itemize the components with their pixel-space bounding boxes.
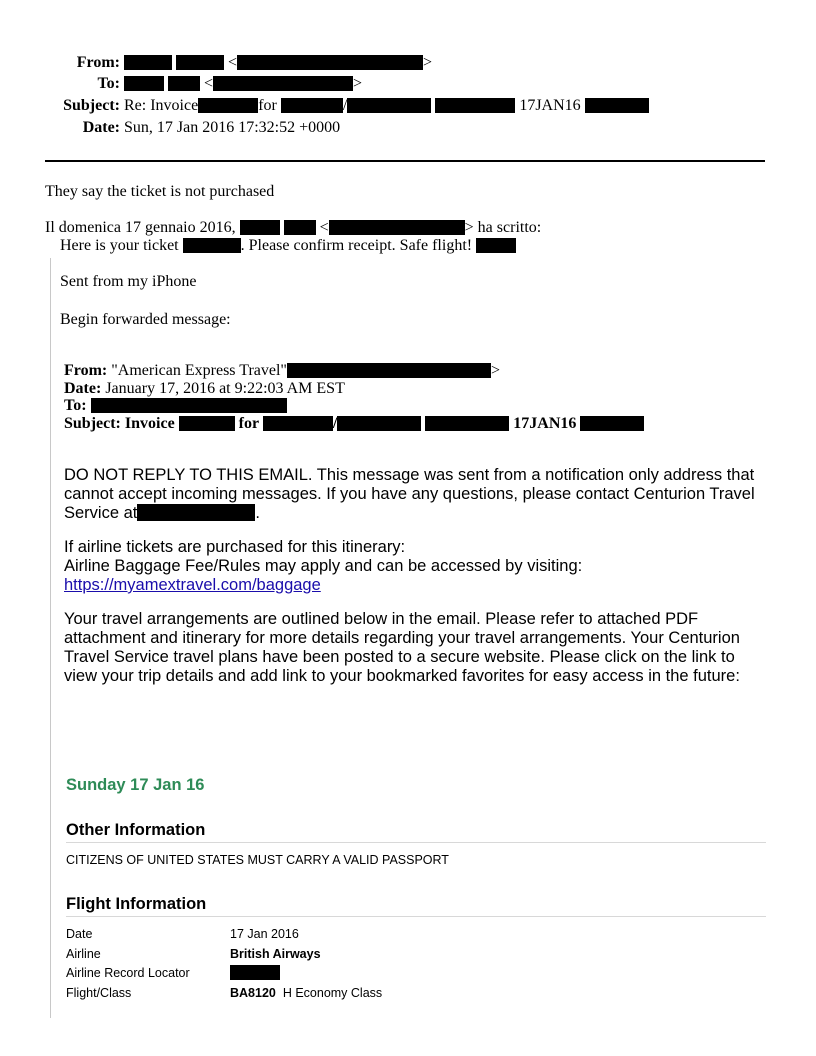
flight-row-date [66,926,766,946]
quoted-line-ticket [60,237,516,255]
fwd-date-row [64,380,345,397]
flight-airline-label: Airline [66,946,101,961]
flight-row-class [66,985,766,1005]
flight-info-divider [66,916,766,917]
header-from-row [0,54,432,72]
redaction-box [198,98,258,113]
redaction-box [240,220,280,235]
baggage-line-1: If airline tickets are purchased for this itinerary: [64,538,406,556]
fwd-subject-row [64,415,644,432]
fwd-subject-date-code: 17JAN16 [513,415,577,432]
flight-locator-value [230,965,280,981]
redaction-box [585,98,649,113]
fwd-date-value: January 17, 2016 at 9:22:03 AM EST [105,380,345,397]
body-paragraph-notice [64,466,764,523]
body-paragraph-baggage [64,538,764,595]
header-to-gt: > [353,75,363,92]
body-notice-text: DO NOT REPLY TO THIS EMAIL. This message was sent from a notification only address that cannot accept incoming messages. If you have any questions, please contact Centurion Travel Service at [64,466,755,522]
quote-bar [50,258,51,1018]
quoted-sent-from: Sent from my iPhone [60,273,197,290]
redaction-box [435,98,515,113]
header-to-row [0,75,362,93]
flight-date-value: 17 Jan 2016 [230,927,299,941]
header-subject-date-code: 17JAN16 [519,97,581,114]
fwd-from-row [64,362,500,379]
header-subject-label: Subject: [63,97,120,114]
redaction-box [281,98,343,113]
other-info-text: CITIZENS OF UNITED STATES MUST CARRY A VALID PASSPORT [66,853,449,867]
redaction-box [425,416,509,431]
header-date-label: Date: [82,119,120,136]
redaction-box [137,504,255,521]
other-info-title: Other Information [66,821,206,839]
quoted-begin-forwarded: Begin forwarded message: [60,311,231,328]
flight-info-title: Flight Information [66,895,207,913]
body-notice-end: . [255,504,260,522]
flight-number: BA8120 [230,985,276,1000]
redaction-box [183,238,241,253]
redaction-box [179,416,235,431]
flight-row-locator [66,965,766,985]
header-to-label: To: [97,75,120,92]
redaction-box [287,363,491,378]
fwd-to-label: To: [64,397,87,414]
fwd-subject-for: for [238,415,259,432]
itinerary-day-heading: Sunday 17 Jan 16 [66,776,205,794]
redaction-box [168,76,200,91]
flight-class-value [230,985,382,1001]
header-subject-prefix: Re: Invoice [124,97,199,114]
header-subject-slash: / [342,97,348,114]
quoted-ticket-suffix: . Please confirm receipt. Safe flight! [240,237,473,254]
redaction-box [329,220,465,235]
header-divider [45,160,765,162]
flight-class-label: Flight/Class [66,985,132,1000]
header-from-gt: > [423,54,433,71]
fwd-subject-label: Subject: [64,415,121,432]
redaction-box [263,416,333,431]
flight-airline-value: British Airways [230,946,321,961]
flight-row-airline [66,946,766,966]
baggage-link[interactable]: https://myamextravel.com/baggage [64,576,321,594]
fwd-date-label: Date: [64,380,102,397]
header-date-row [0,119,340,137]
quote-intro-prefix: Il domenica 17 gennaio 2016, [45,219,236,236]
redaction-box [124,76,164,91]
other-info-divider [66,842,766,843]
redaction-box [580,416,644,431]
fwd-to-row [64,397,287,414]
redaction-box [337,416,421,431]
redaction-box [476,238,516,253]
fwd-from-gt: > [490,362,500,379]
baggage-line-2: Airline Baggage Fee/Rules may apply and can be accessed by visiting: [64,557,583,575]
redaction-box [124,55,172,70]
redaction-box [347,98,431,113]
flight-info-table [66,926,766,1004]
redaction-box [284,220,316,235]
header-from-label: From: [76,54,120,71]
fwd-subject-invoice: Invoice [124,415,175,432]
flight-locator-label: Airline Record Locator [66,966,190,980]
fwd-from-label: From: [64,362,108,379]
reply-text: They say the ticket is not purchased [45,183,275,200]
quote-intro [45,219,541,237]
fwd-from-value: "American Express Travel" [111,362,287,379]
quoted-ticket-prefix: Here is your ticket [60,237,179,254]
quote-intro-suffix: > ha scritto: [464,219,542,236]
header-subject-for: for [258,97,277,114]
redaction-box [230,965,280,980]
body-paragraph-arrangements [64,610,766,686]
redaction-box [176,55,224,70]
arrangements-text: Your travel arrangements are outlined below in the email. Please refer to attached PDF attachment and itinerary for more details regarding your travel arrangements. Your Centurion Travel Service travel plans have been posted to a secure website. Please click on the link to view your trip details and add link to your bookmarked favorites for easy access in the future: [64,610,740,685]
quote-intro-lt: < [319,219,329,236]
header-to-lt: < [204,75,214,92]
header-subject-row [0,97,649,115]
header-date-value: Sun, 17 Jan 2016 17:32:52 +0000 [124,119,341,136]
flight-class-text: H Economy Class [282,985,383,1000]
redaction-box [213,76,353,91]
fwd-subject-slash: / [332,415,338,432]
header-from-lt: < [228,54,238,71]
redaction-box [237,55,423,70]
flight-date-label: Date [66,927,93,941]
redaction-box [91,398,287,413]
